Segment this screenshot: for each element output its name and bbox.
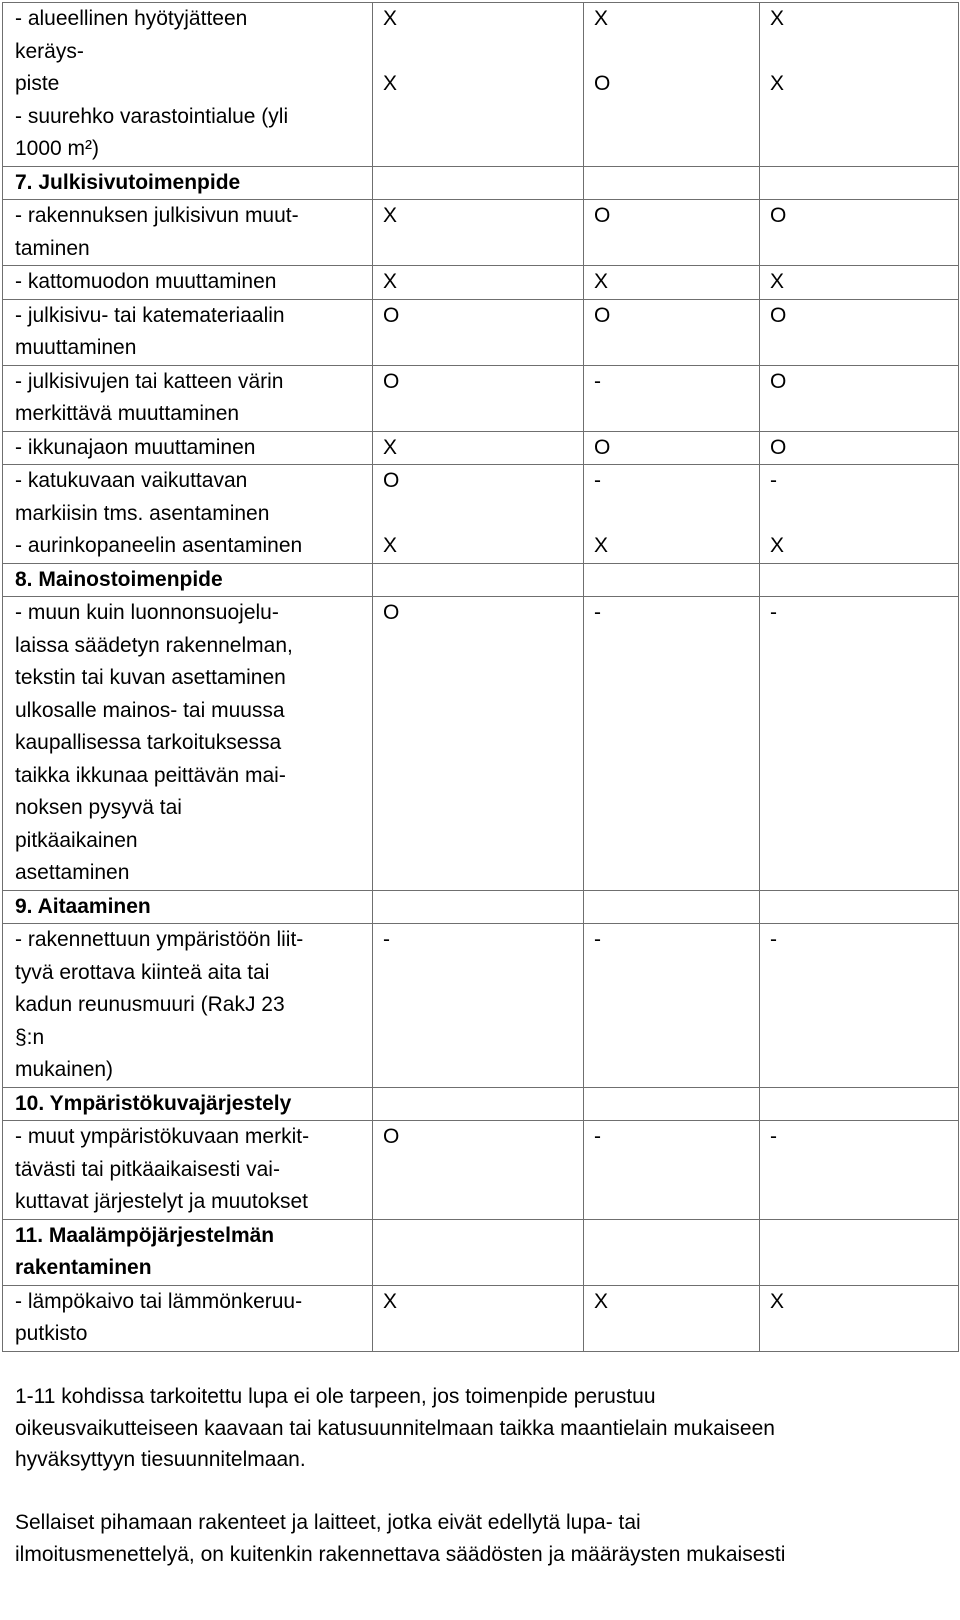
status-cell-1 bbox=[373, 166, 584, 200]
status-cell-1: O bbox=[373, 299, 584, 365]
status-cell-1 bbox=[373, 890, 584, 924]
status-cell-2 bbox=[584, 166, 760, 200]
status-cell-3: - X bbox=[760, 465, 959, 564]
status-cell-2 bbox=[584, 890, 760, 924]
table-row bbox=[3, 924, 959, 1088]
section-heading: 8. Mainostoimenpide bbox=[3, 563, 373, 597]
table-row bbox=[3, 299, 959, 365]
measure-label: - muut ympäristökuvaan merkit- tävästi tai pitkäaikaisesti vai- kuttavat järjestelyt ja muutokset bbox=[3, 1121, 373, 1220]
section-heading-row bbox=[3, 1219, 959, 1285]
section-heading: 9. Aitaaminen bbox=[3, 890, 373, 924]
status-cell-3 bbox=[760, 1087, 959, 1121]
status-cell-1: - bbox=[373, 924, 584, 1088]
status-cell-1: X bbox=[373, 200, 584, 266]
table-row bbox=[3, 597, 959, 891]
status-cell-3 bbox=[760, 166, 959, 200]
table-row bbox=[3, 3, 959, 167]
status-cell-3: - bbox=[760, 597, 959, 891]
status-cell-2: - bbox=[584, 924, 760, 1088]
status-cell-1: O bbox=[373, 1121, 584, 1220]
status-cell-1: X bbox=[373, 266, 584, 300]
table-row bbox=[3, 1285, 959, 1351]
measure-label: - katukuvaan vaikuttavan markiisin tms. asentaminen - aurinkopaneelin asentaminen bbox=[3, 465, 373, 564]
status-cell-3: X bbox=[760, 1285, 959, 1351]
measure-label: - lämpökaivo tai lämmönkeruu- putkisto bbox=[3, 1285, 373, 1351]
status-cell-2: X bbox=[584, 1285, 760, 1351]
status-cell-2: X bbox=[584, 266, 760, 300]
measure-label: - julkisivu- tai katemateriaalin muuttaminen bbox=[3, 299, 373, 365]
section-heading: 7. Julkisivutoimenpide bbox=[3, 166, 373, 200]
status-cell-2: - bbox=[584, 365, 760, 431]
status-cell-2: - bbox=[584, 597, 760, 891]
section-heading-row bbox=[3, 166, 959, 200]
measure-label: - alueellinen hyötyjätteen keräys- piste - suurehko varastointialue (yli 1000 m²) bbox=[3, 3, 373, 167]
measure-label: - julkisivujen tai katteen värin merkittävä muuttaminen bbox=[3, 365, 373, 431]
table-row bbox=[3, 1121, 959, 1220]
status-cell-1: X X bbox=[373, 3, 584, 167]
table-row bbox=[3, 465, 959, 564]
status-cell-3: O bbox=[760, 365, 959, 431]
table-row bbox=[3, 365, 959, 431]
status-cell-3: X X bbox=[760, 3, 959, 167]
status-cell-2: - X bbox=[584, 465, 760, 564]
status-cell-3 bbox=[760, 890, 959, 924]
status-cell-3: O bbox=[760, 299, 959, 365]
status-cell-2: O bbox=[584, 431, 760, 465]
note-paragraph-1: 1-11 kohdissa tarkoitettu lupa ei ole tarpeen, jos toimenpide perustuu oikeusvaikutteiseen kaavaan tai katusuunnitelmaan taikka maantielain mukaiseen hyväksyttyyn tiesuunnitelmaan. bbox=[15, 1385, 775, 1471]
status-cell-1: O bbox=[373, 597, 584, 891]
status-cell-2: X O bbox=[584, 3, 760, 167]
status-cell-3: O bbox=[760, 431, 959, 465]
status-cell-3: - bbox=[760, 924, 959, 1088]
status-cell-1 bbox=[373, 1087, 584, 1121]
measure-label: - rakennuksen julkisivun muut- taminen bbox=[3, 200, 373, 266]
status-cell-3: O bbox=[760, 200, 959, 266]
status-cell-2 bbox=[584, 1087, 760, 1121]
status-cell-1 bbox=[373, 1219, 584, 1285]
status-cell-2 bbox=[584, 563, 760, 597]
status-cell-2: O bbox=[584, 200, 760, 266]
table-row bbox=[3, 266, 959, 300]
section-heading: 11. Maalämpöjärjestelmän rakentaminen bbox=[3, 1219, 373, 1285]
status-cell-2: O bbox=[584, 299, 760, 365]
note-paragraph-2: Sellaiset pihamaan rakenteet ja laitteet, jotka eivät edellytä lupa- tai ilmoitusmenettelyä, on kuitenkin rakennettava säädösten ja määräysten mukaisesti bbox=[15, 1511, 786, 1566]
section-heading-row bbox=[3, 1087, 959, 1121]
status-cell-3 bbox=[760, 1219, 959, 1285]
status-cell-1 bbox=[373, 563, 584, 597]
status-cell-3: - bbox=[760, 1121, 959, 1220]
table-row bbox=[3, 200, 959, 266]
status-cell-2 bbox=[584, 1219, 760, 1285]
measure-label: - ikkunajaon muuttaminen bbox=[3, 431, 373, 465]
status-cell-1: X bbox=[373, 431, 584, 465]
measure-label: - kattomuodon muuttaminen bbox=[3, 266, 373, 300]
section-heading-row bbox=[3, 563, 959, 597]
status-cell-2: - bbox=[584, 1121, 760, 1220]
status-cell-3: X bbox=[760, 266, 959, 300]
section-heading-row bbox=[3, 890, 959, 924]
section-heading: 10. Ympäristökuvajärjestely bbox=[3, 1087, 373, 1121]
status-cell-1: O bbox=[373, 365, 584, 431]
status-cell-1: X bbox=[373, 1285, 584, 1351]
table-row bbox=[3, 431, 959, 465]
measure-label: - muun kuin luonnonsuojelu- laissa säädetyn rakennelman, tekstin tai kuvan asettaminen ulkosalle mainos- tai muussa kaupallisessa tarkoituksessa taikka ikkunaa peittävän mai- noksen pysyvä tai pitkäaikainen asettaminen bbox=[3, 597, 373, 891]
status-cell-1: O X bbox=[373, 465, 584, 564]
permit-table bbox=[2, 2, 959, 1352]
status-cell-3 bbox=[760, 563, 959, 597]
measure-label: - rakennettuun ympäristöön liit- tyvä erottava kiinteä aita tai kadun reunusmuuri (RakJ 23 §:n mukainen) bbox=[3, 924, 373, 1088]
